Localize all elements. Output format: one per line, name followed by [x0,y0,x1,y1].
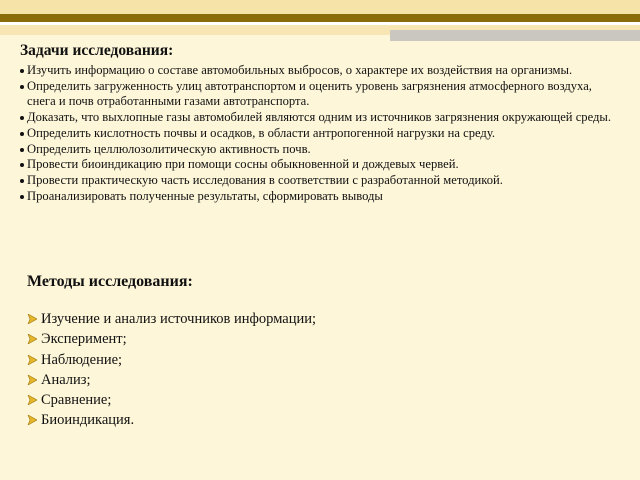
task-item: Провести практическую часть исследования в соответствии с разработанной методикой. [20,173,615,189]
method-label: Эксперимент; [41,331,127,348]
task-item: Определить кислотность почвы и осадков, в области антропогенной нагрузки на среду. [20,126,615,142]
method-label: Изучение и анализ источников информации; [41,311,317,327]
arrow-bullet-icon [27,395,37,405]
task-item: Определить загруженность улиц автотранспортом и оценить уровень загрязнения атмосферного воздуха, снега и почв отработанными газами автотранспорта. [20,79,615,110]
header-gray-strip [390,30,640,41]
method-item [27,350,316,370]
method-item [27,329,316,349]
arrow-bullet-icon [27,355,37,365]
method-item [27,370,316,390]
method-label: Наблюдение; [41,351,123,368]
arrow-bullet-icon [27,334,37,344]
task-item: Проанализировать полученные результаты, сформировать выводы [20,189,615,205]
task-item: Провести биоиндикацию при помощи сосны обыкновенной и дождевых червей. [20,157,615,173]
methods-title: Методы исследования: [27,273,193,290]
arrow-bullet-icon [27,314,37,324]
header-band-top [0,0,640,14]
method-item [27,390,316,410]
header-band-dark [0,14,640,22]
task-item: Доказать, что выхлопные газы автомобилей являются одним из источников загрязнения окружающей среды. [20,110,615,126]
method-label: Биоиндикация. [41,412,135,429]
tasks-list [20,63,615,204]
arrow-bullet-icon [27,375,37,385]
arrow-bullet-icon [27,415,37,425]
method-label: Сравнение; [41,392,112,409]
method-label: Анализ; [41,371,91,388]
task-item: Изучить информацию о составе автомобильных выбросов, о характере их воздействия на организмы. [20,63,615,79]
task-item: Определить целлюлозолитическую активность почв. [20,142,615,158]
method-item [27,309,316,329]
methods-list [27,309,316,431]
method-item [27,410,316,430]
tasks-title: Задачи исследования: [20,42,174,59]
